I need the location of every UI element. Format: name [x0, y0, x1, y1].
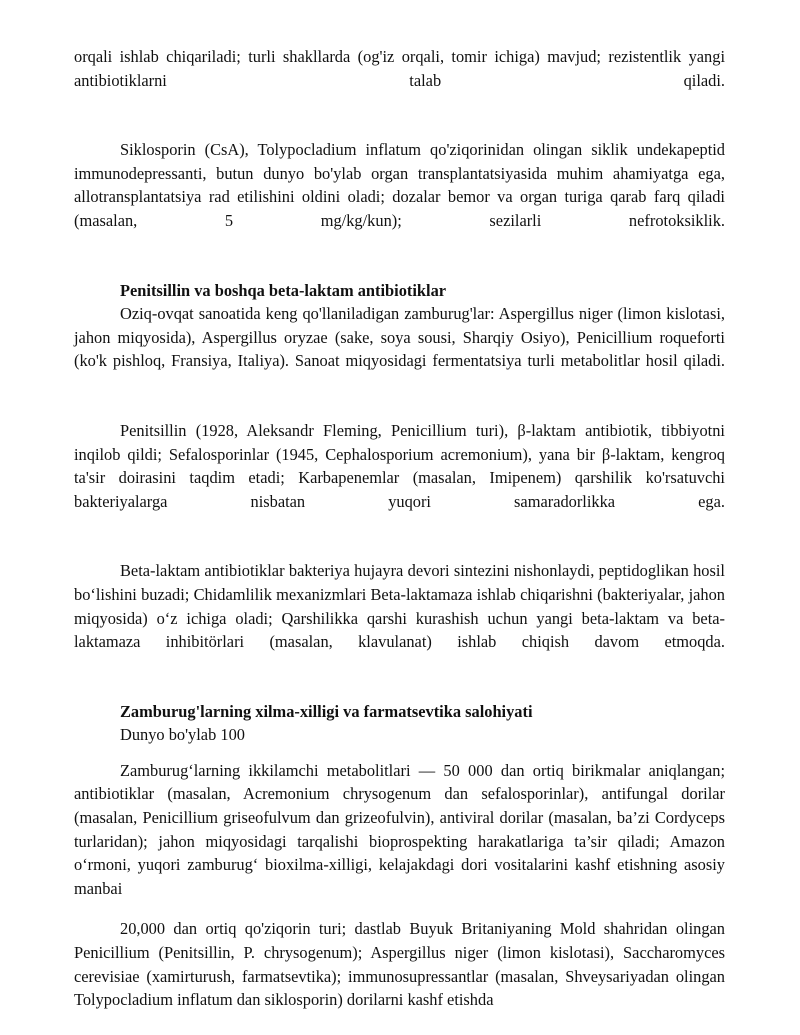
paragraph-beta-lactam-history: Penitsillin (1928, Aleksandr Fleming, Penicillium turi), β-laktam antibiotik, tibbiyotni inqilob qildi; Sefalosporinlar (1945, Cephalosporium acremonium), yana bir β-laktam, kengroq ta'sir doirasini taqdim etadi; Karbapenemlar (masalan, Imipenem) qarshilik ko'rsatuvchi bakteriyalarga nisbatan yuqori samaradorlikka ega. [74, 420, 725, 511]
heading-subline: Dunyo bo'ylab 100 [120, 725, 245, 745]
heading-fungal-diversity: Zamburug'larning xilma-xilligi va farmatsevtika salohiyati [120, 701, 533, 721]
paragraph-resistance: orqali ishlab chiqariladi; turli shakllarda (og'iz orqali, tomir ichiga) mavjud; rezistentlik yangi antibiotiklarni talab qiladi. [74, 47, 725, 90]
paragraph-secondary-metabolites: Zamburug‘larning ikkilamchi metabolitlari — 50 000 dan ortiq birikmalar aniqlangan; antibiotiklar (masalan, Acremonium chrysogenum dan sefalosporinlar), antifungal dorilar (masalan, Penicillium griseofulvum dan grizeofulvin), antiviral dorilar (masalan, ba’zi Cordyceps turlaridan); jahon miqyosidagi tarqalishi bioprospekting harakatlariga ta’sir qiladi; Amazon o‘rmoni, yuqori zamburug‘ bioxilma-xilligi, kelajakdagi dori vositalarini kashf etishning asosiy manbai [74, 760, 725, 898]
paragraph-fungal-species: 20,000 dan ortiq qo'ziqorin turi; dastlab Buyuk Britaniyaning Mold shahridan olingan Penicillium (Penitsillin, P. chrysogenum); Aspergillus niger (limon kislotasi), Saccharomyces cerevisiae (xamirturush, farmatsevtika); immunosupressantlar (masalan, Shveysariyadan olingan Tolypocladium inflatum dan siklosporin) dorilarni kashf etishda [74, 919, 725, 1010]
heading-penicillin: Penitsillin va boshqa beta-laktam antibiotiklar [120, 280, 447, 300]
paragraph-cyclosporin: Siklosporin (CsA), Tolypocladium inflatum qo'ziqorinidan olingan siklik undekapeptid immunodepressanti, butun dunyo bo'ylab organ transplantatsiyasida muhim ahamiyatga ega, allotransplantatsiya rad etilishini oldini oladi; dozalar bemor va organ turiga qarab farq qiladi (masalan, 5 mg/kg/kun); sezilarli nefrotoksiklik. [74, 140, 725, 230]
paragraph-beta-lactam-mechanism: Beta-laktam antibiotiklar bakteriya hujayra devori sintezini nishonlaydi, peptidoglikan hosil bo‘lishini buzadi; Chidamlilik mexanizmlari Beta-laktamaza ishlab chiqarishni (bakteriyalar, jahon miqyosida) o‘z ichiga oladi; Qarshilikka qarshi kurashish uchun yangi beta-laktam va beta-laktamaza inhibitörlari (masalan, klavulanat) ishlab chiqish davom etmoqda. [74, 561, 725, 652]
paragraph-food-fungi: Oziq-ovqat sanoatida keng qo'llaniladigan zamburug'lar: Aspergillus niger (limon kislotasi, jahon miqyosida), Aspergillus oryzae (sake, soya sousi, Sharqiy Osiyo), Penicillium roqueforti (ko'k pishloq, Fransiya, Italiya). Sanoat miqyosidagi fermentatsiya turli metabolitlar hosil qiladi. [74, 304, 725, 371]
